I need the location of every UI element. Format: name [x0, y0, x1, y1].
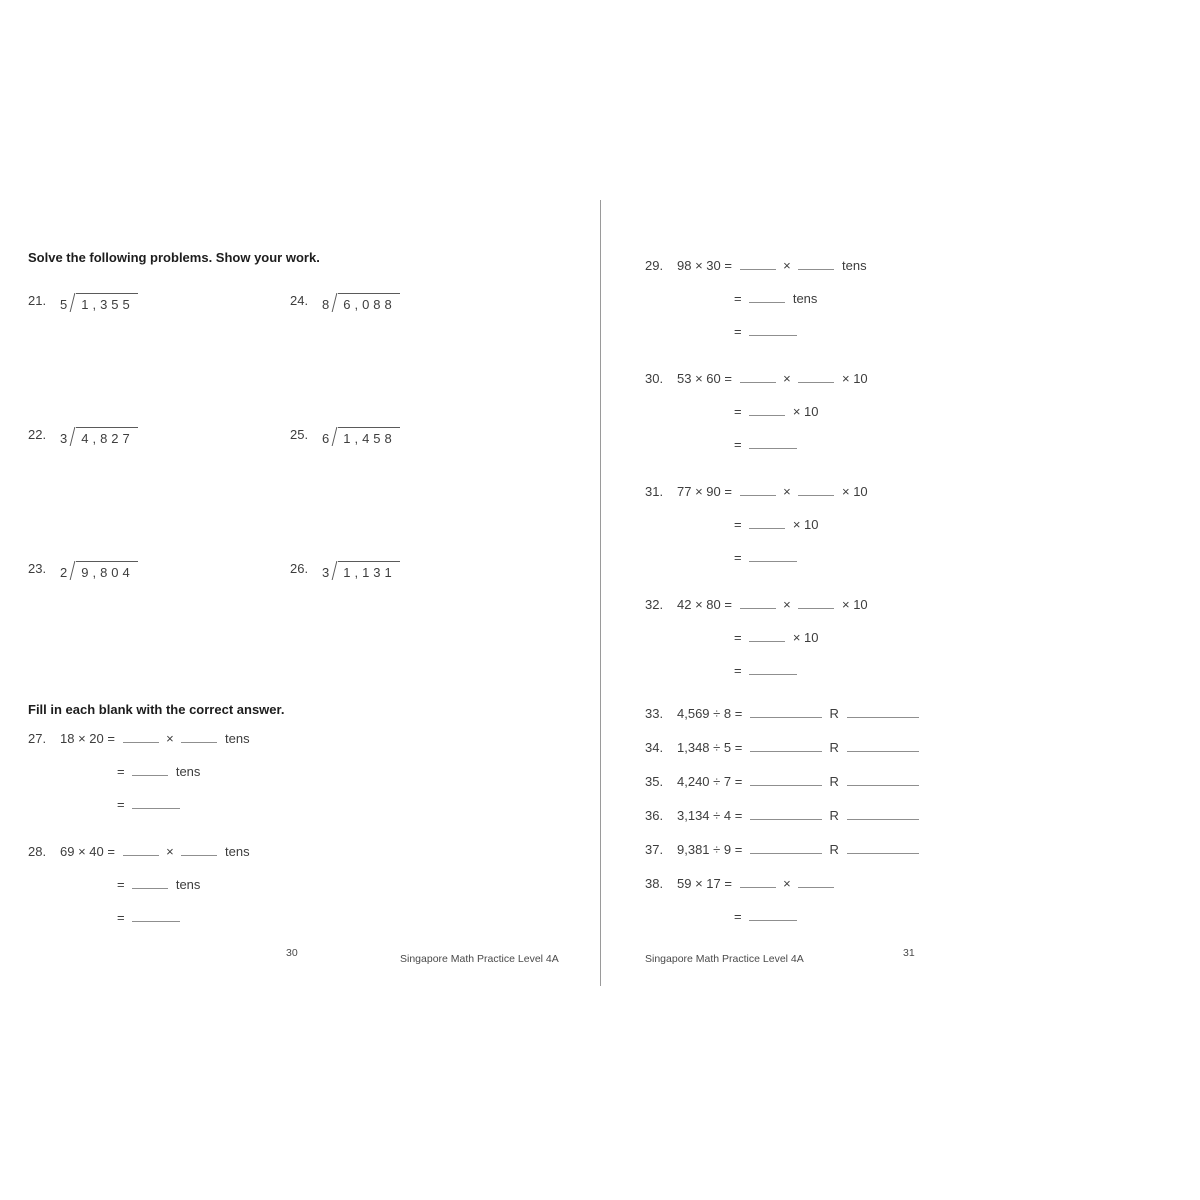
problem-line: = [677, 550, 868, 570]
long-division-problem [290, 293, 588, 312]
division-bracket-icon [332, 427, 338, 446]
right-page [645, 244, 935, 1004]
long-division-expression [322, 561, 400, 580]
problem-number: 30. [645, 371, 664, 386]
problem-number: 24. [290, 293, 309, 308]
problem-line: 59 × 17 = × [677, 876, 838, 896]
answer-blank [740, 372, 776, 383]
problem-line: 18 × 20 = × tens [60, 731, 250, 746]
division-bracket-icon [332, 293, 338, 312]
division-bracket-icon [70, 293, 76, 312]
left-fill-problems [28, 731, 588, 943]
answer-blank [798, 372, 834, 383]
problem-lines [677, 484, 868, 583]
problem-lines [677, 258, 867, 357]
book-title: Singapore Math Practice Level 4A [400, 953, 559, 965]
problem-number: 26. [290, 561, 309, 576]
answer-blank [750, 843, 822, 854]
problem-lines [677, 371, 868, 470]
right-fill-problems [645, 258, 935, 696]
problem-number: 25. [290, 427, 309, 442]
answer-blank [847, 809, 919, 820]
long-division-problem [290, 561, 588, 580]
problem-number: 23. [28, 561, 47, 576]
final-problem-container [645, 876, 935, 942]
long-division-problem [28, 427, 290, 446]
problem-line: = [677, 437, 868, 457]
answer-blank [123, 845, 159, 856]
problem-number: 38. [645, 876, 664, 891]
book-title: Singapore Math Practice Level 4A [645, 953, 804, 965]
answer-blank [750, 775, 822, 786]
remainder-problem [645, 808, 935, 828]
problem-line: 98 × 30 = × tens [677, 258, 867, 273]
answer-blank [847, 741, 919, 752]
page-divider [600, 200, 601, 986]
long-division-expression [322, 293, 400, 312]
problem-line: 53 × 60 = × × 10 [677, 371, 868, 386]
division-problems [28, 293, 588, 580]
answer-blank [749, 405, 785, 416]
long-division-expression [60, 293, 138, 312]
problem-lines [677, 597, 868, 696]
problem-number: 28. [28, 844, 47, 859]
problem-number: 29. [645, 258, 664, 273]
answer-blank [132, 765, 168, 776]
remainder-problem [645, 740, 935, 760]
problem-line: 77 × 90 = × × 10 [677, 484, 868, 499]
problem-lines [60, 844, 250, 943]
page-number: 30 [286, 947, 298, 959]
problem-lines [677, 876, 838, 942]
answer-blank [181, 845, 217, 856]
answer-blank [798, 485, 834, 496]
answer-blank [740, 259, 776, 270]
answer-blank [847, 707, 919, 718]
problem-line: = [60, 910, 250, 930]
division-bracket-icon [332, 561, 338, 580]
answer-blank [740, 598, 776, 609]
answer-blank [798, 598, 834, 609]
dividend: 6,088 [338, 293, 400, 312]
problem-number: 35. [645, 774, 664, 789]
problem-line: = × 10 [734, 630, 819, 645]
fill-section [28, 702, 588, 943]
problem-number: 34. [645, 740, 664, 755]
answer-blank [181, 732, 217, 743]
fill-in-problem [645, 597, 935, 696]
answer-blank [132, 878, 168, 889]
problem-number: 33. [645, 706, 664, 721]
divisor: 5 [60, 297, 70, 312]
division-bracket-icon [70, 427, 76, 446]
fill-in-problem [28, 844, 588, 943]
fill-in-problem [645, 484, 935, 583]
problem-number: 36. [645, 808, 664, 823]
fill-in-problem [28, 731, 588, 830]
answer-blank [740, 485, 776, 496]
divisor: 6 [322, 431, 332, 446]
problem-number: 27. [28, 731, 47, 746]
answer-blank [132, 798, 180, 809]
problem-number: 21. [28, 293, 47, 308]
long-division-expression [60, 427, 138, 446]
long-division-expression [60, 561, 138, 580]
problem-line: 69 × 40 = × tens [60, 844, 250, 859]
page-number: 31 [903, 947, 915, 959]
problem-line: 4,240 ÷ 7 = R [677, 774, 923, 789]
division-bracket-icon [70, 561, 76, 580]
answer-blank [132, 911, 180, 922]
answer-blank [749, 631, 785, 642]
fill-in-problem [645, 371, 935, 470]
answer-blank [749, 551, 797, 562]
answer-blank [749, 664, 797, 675]
answer-blank [798, 877, 834, 888]
problem-line: = [60, 797, 250, 817]
problem-number: 32. [645, 597, 664, 612]
problem-line: = [677, 909, 838, 929]
remainder-problem [645, 774, 935, 794]
divisor: 2 [60, 565, 70, 580]
dividend: 1,458 [338, 427, 400, 446]
problem-line: = [677, 324, 867, 344]
answer-blank [750, 741, 822, 752]
problem-number: 22. [28, 427, 47, 442]
answer-blank [749, 518, 785, 529]
answer-blank [123, 732, 159, 743]
problem-line: = × 10 [734, 404, 819, 419]
long-division-expression [322, 427, 400, 446]
divisor: 3 [60, 431, 70, 446]
problem-lines [60, 731, 250, 830]
answer-blank [847, 775, 919, 786]
long-division-problem [28, 561, 290, 580]
answer-blank [749, 910, 797, 921]
divisor: 3 [322, 565, 332, 580]
problem-line: 3,134 ÷ 4 = R [677, 808, 923, 823]
problem-line: = tens [734, 291, 818, 306]
fill-in-problem [645, 258, 935, 357]
divisor: 8 [322, 297, 332, 312]
problem-line: = × 10 [734, 517, 819, 532]
problem-line: 42 × 80 = × × 10 [677, 597, 868, 612]
answer-blank [749, 325, 797, 336]
problem-line: = tens [117, 877, 201, 892]
answer-blank [749, 292, 785, 303]
problem-number: 37. [645, 842, 664, 857]
dividend: 9,804 [76, 561, 138, 580]
remainder-problems [645, 706, 935, 862]
section-title-fill: Fill in each blank with the correct answer. [28, 702, 285, 717]
problem-number: 31. [645, 484, 664, 499]
answer-blank [740, 877, 776, 888]
problem-line: 4,569 ÷ 8 = R [677, 706, 923, 721]
answer-blank [750, 707, 822, 718]
fill-in-problem [645, 876, 935, 942]
remainder-problem [645, 706, 935, 726]
answer-blank [847, 843, 919, 854]
problem-line: 1,348 ÷ 5 = R [677, 740, 923, 755]
dividend: 1,131 [338, 561, 400, 580]
section-title-solve: Solve the following problems. Show your work. [28, 250, 320, 265]
answer-blank [798, 259, 834, 270]
dividend: 1,355 [76, 293, 138, 312]
answer-blank [749, 438, 797, 449]
problem-line: = tens [117, 764, 201, 779]
dividend: 4,827 [76, 427, 138, 446]
answer-blank [750, 809, 822, 820]
problem-line: = [677, 663, 868, 683]
long-division-problem [28, 293, 290, 312]
problem-line: 9,381 ÷ 9 = R [677, 842, 923, 857]
long-division-problem [290, 427, 588, 446]
remainder-problem [645, 842, 935, 862]
left-page [28, 244, 588, 1004]
